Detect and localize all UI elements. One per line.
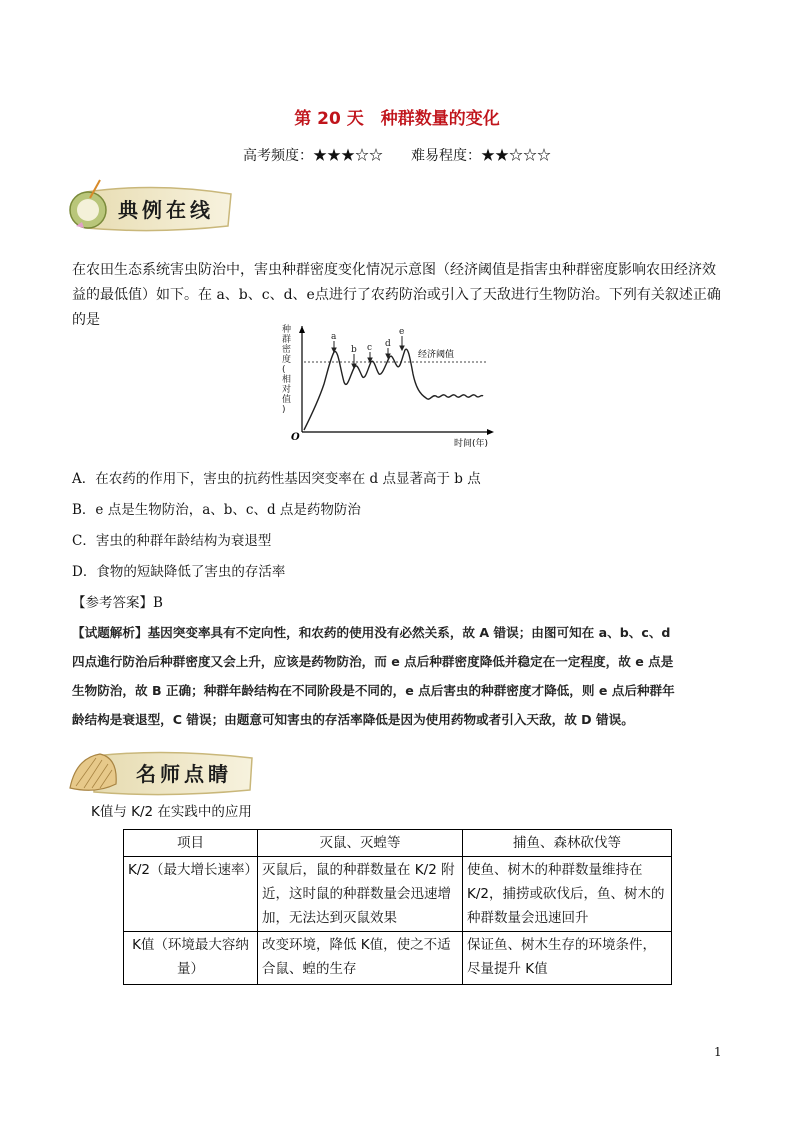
point-label-c: c	[367, 343, 373, 353]
y-axis-arrow	[299, 326, 305, 333]
table-cell: 灭鼠后，鼠的种群数量在 K/2 附近，这时鼠的种群数量会迅速增加，无法达到灭鼠效果	[258, 857, 463, 932]
question-stem-line: 在农田生态系统害虫防治中，害虫种群密度变化情况示意图（经济阈值是指害虫种群密度影响农田经济效	[72, 262, 716, 278]
option-d: D．食物的短缺降低了害虫的存活率	[72, 564, 286, 580]
k-value-table	[123, 829, 672, 985]
point-label-a: a	[331, 332, 337, 342]
table-row	[124, 932, 672, 985]
tips-banner-label: 名师点睛	[136, 762, 232, 786]
analysis-block	[72, 618, 732, 734]
tips-banner	[66, 744, 236, 804]
table-header-cell: 灭鼠、灭蝗等	[258, 830, 463, 857]
table-cell: K值（环境最大容纳量）	[124, 932, 258, 985]
option-c: C．害虫的种群年龄结构为衰退型	[72, 533, 272, 549]
example-banner-label: 典例在线	[118, 198, 214, 222]
table-cell: 改变环境，降低 K值，使之不适合鼠、蝗的生存	[258, 932, 463, 985]
table-row	[124, 857, 672, 932]
population-density-figure	[280, 322, 500, 452]
page-number: 1	[714, 1045, 722, 1059]
question-stem-line: 益的最低值）如下。在 a、b、c、d、e点进行了农药防治或引入了天敌进行生物防治。下列有关叙述正确的是	[72, 287, 721, 328]
option-b: B．e 点是生物防治，a、b、c、d 点是药物防治	[72, 502, 361, 518]
table-caption: K值与 K/2 在实践中的应用	[91, 804, 252, 820]
table-cell: 保证鱼、树木生存的环境条件，尽量提升 K值	[463, 932, 672, 985]
threshold-label: 经济阈值	[418, 350, 455, 360]
table-header-row	[124, 830, 672, 857]
page-title: 第 20 天 种群数量的变化	[294, 109, 500, 129]
reference-answer: 【参考答案】B	[72, 595, 163, 611]
figure-ylabel: 种群密 度(相 对值)	[282, 325, 292, 415]
analysis-line: 生物防治，故 B 正确；种群年龄结构在不同阶段是不同的，e 点后害虫的种群密度才降低，则 e 点后种群年	[72, 683, 675, 698]
figure-xlabel: 时间(年)	[454, 439, 489, 449]
table-cell: K/2（最大增长速率）	[124, 857, 258, 932]
point-label-d: d	[385, 339, 391, 349]
table-header-cell: 捕鱼、森林砍伐等	[463, 830, 672, 857]
analysis-line: 【试题解析】基因突变率具有不定向性，和农药的使用没有必然关系，故 A 错误；由图可知在 a、b、c、d	[72, 625, 671, 640]
difficulty-line: 高考频度：★★★☆☆ 难易程度：★★☆☆☆	[243, 148, 551, 164]
option-a: A．在农药的作用下，害虫的抗药性基因突变率在 d 点显著高于 b 点	[72, 471, 481, 487]
analysis-line: 龄结构是衰退型，C 错误；由题意可知害虫的存活率降低是因为使用药物或者引入天敌，故 D 错误。	[72, 712, 634, 727]
example-banner	[66, 178, 236, 238]
point-label-e: e	[399, 327, 405, 337]
population-curve	[304, 349, 483, 430]
analysis-line: 四点進行防治后种群密度又会上升，应该是药物防治，而 e 点后种群密度降低并稳定在一定程度，故 e 点是	[72, 654, 674, 669]
table-cell: 使鱼、树木的种群数量维持在 K/2，捕捞或砍伐后，鱼、树木的种群数量会迅速回升	[463, 857, 672, 932]
x-axis-arrow	[487, 429, 494, 435]
table-header-cell: 项目	[124, 830, 258, 857]
point-label-b: b	[351, 345, 357, 355]
origin-label: O	[291, 432, 300, 443]
